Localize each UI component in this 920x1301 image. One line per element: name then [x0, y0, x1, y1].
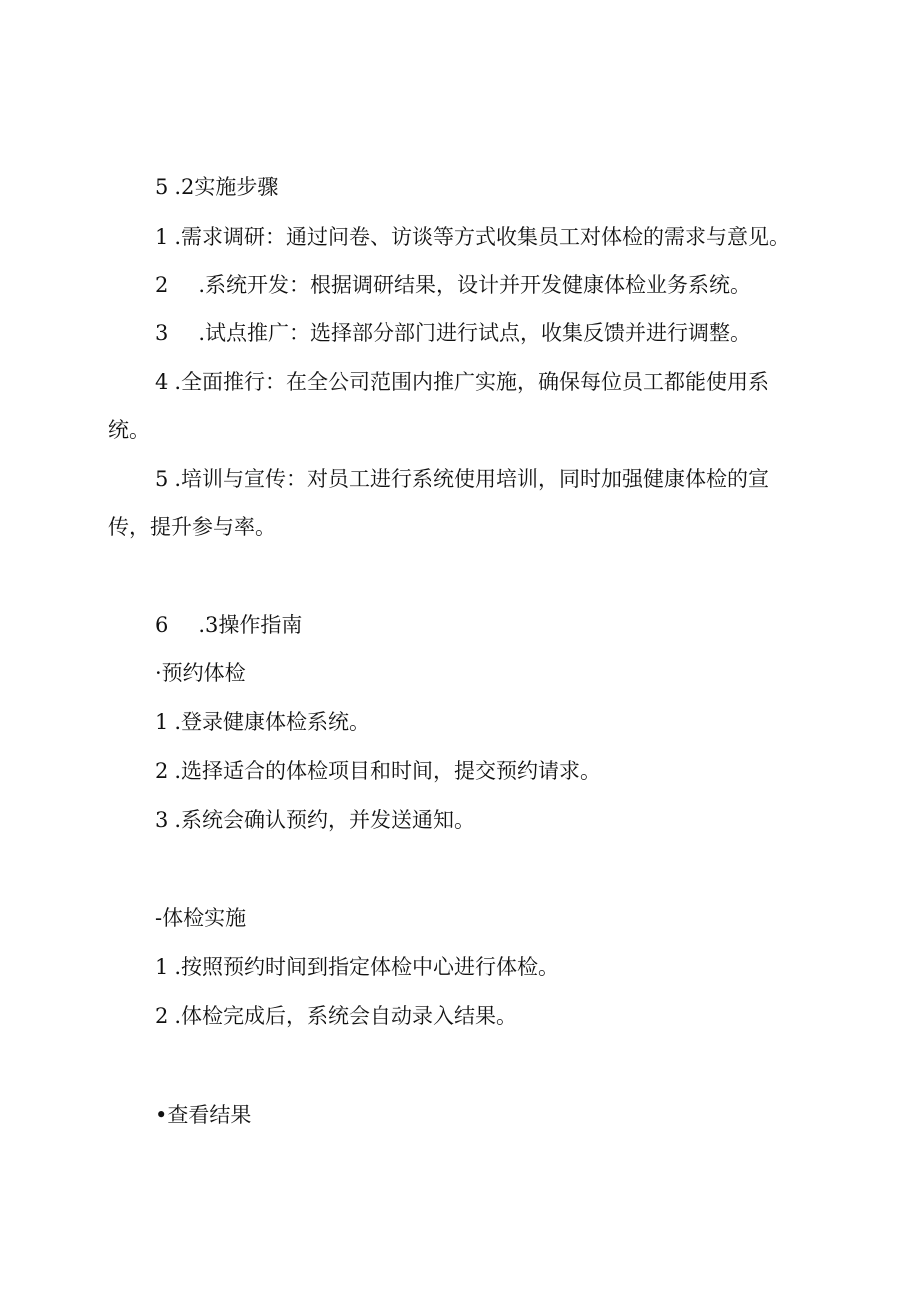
section-6-3-heading [155, 610, 302, 640]
group-title [155, 1100, 251, 1130]
step-number: 3 [155, 321, 169, 345]
step-number: 1 [155, 225, 169, 249]
heading-number: 5 [155, 175, 169, 199]
item-number: 1 [155, 955, 169, 979]
group-title-text: ·预约体检 [155, 661, 246, 685]
step-item [155, 270, 751, 300]
item-number: 2 [155, 1004, 169, 1028]
item-text: .体检完成后，系统会自动录入结果。 [174, 1004, 518, 1028]
step-text-cont: 传，提升参与率。 [108, 515, 276, 539]
step-text: .试点推广：选择部分部门进行试点，收集反馈并进行调整。 [198, 321, 752, 345]
step-item [155, 367, 769, 397]
item-text: .选择适合的体检项目和时间，提交预约请求。 [174, 759, 602, 783]
group-title-text: •查看结果 [155, 1103, 252, 1127]
list-item [155, 707, 370, 737]
item-number: 3 [155, 808, 169, 832]
list-item [155, 952, 559, 982]
step-number: 5 [155, 467, 169, 491]
step-number: 4 [155, 370, 169, 394]
section-5-2-heading [155, 172, 278, 202]
list-item [155, 805, 475, 835]
heading-text: .3操作指南 [198, 613, 303, 637]
item-number: 2 [155, 759, 169, 783]
item-text: .系统会确认预约，并发送通知。 [174, 808, 476, 832]
step-text: .培训与宣传：对员工进行系统使用培训，同时加强健康体检的宣 [174, 467, 770, 491]
step-text-cont: 统。 [108, 418, 150, 442]
group-title-text: -体检实施 [155, 906, 247, 930]
item-text: .按照预约时间到指定体检中心进行体检。 [174, 955, 560, 979]
step-item [155, 222, 790, 252]
list-item [155, 756, 601, 786]
item-number: 1 [155, 710, 169, 734]
heading-text: .2实施步骤 [174, 175, 279, 199]
step-text: .全面推行：在全公司范围内推广实施，确保每位员工都能使用系 [174, 370, 770, 394]
step-item [155, 318, 751, 348]
list-item [155, 1001, 517, 1031]
step-item [155, 464, 769, 494]
step-number: 2 [155, 273, 169, 297]
group-title [155, 903, 246, 933]
step-text: .系统开发：根据调研结果，设计并开发健康体检业务系统。 [198, 273, 752, 297]
step-continuation [108, 512, 276, 542]
step-continuation [108, 415, 150, 445]
group-title [155, 658, 246, 688]
step-text: .需求调研：通过问卷、访谈等方式收集员工对体检的需求与意见。 [174, 225, 791, 249]
heading-number: 6 [155, 613, 169, 637]
item-text: .登录健康体检系统。 [174, 710, 371, 734]
